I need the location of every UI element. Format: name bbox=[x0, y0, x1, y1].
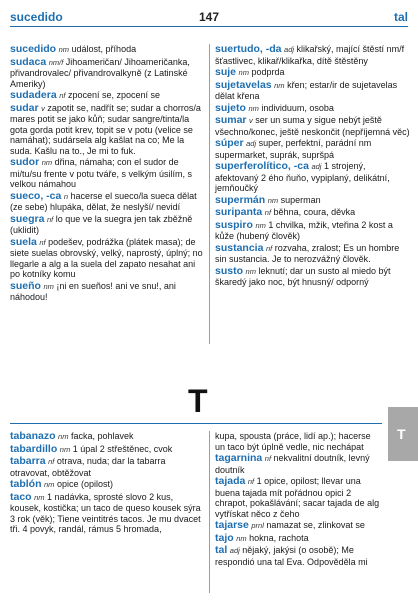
dictionary-entry bbox=[215, 195, 411, 207]
dictionary-entry bbox=[215, 476, 381, 519]
dictionary-entry bbox=[215, 520, 381, 532]
entry-grammar: nm bbox=[274, 80, 285, 90]
entry-text: super, perfektní, parádní nm supermarket, suprák, supršpá bbox=[215, 138, 372, 160]
entry-grammar: nf bbox=[59, 91, 66, 100]
dictionary-entry bbox=[215, 243, 411, 265]
entry-text: běhna, coura, děvka bbox=[271, 207, 356, 217]
entry-text: 1 nadávka, sprosté slovo 2 kus, kousek, kostička; un taco de queso kousek sýra 3 rok (věk); Tiene veintitrés tacos. Je mu dvacet tři. 4 povyk, randál, rámus 5 hromada, bbox=[10, 491, 201, 534]
entry-grammar: nm bbox=[34, 492, 45, 502]
entry-text: Jihoameričan/ Jihoameričanka, přivandrovalec/ přivandrovalkyně (z Latinské Ameriky) bbox=[10, 56, 190, 89]
left-guide-word: sucedido bbox=[10, 10, 63, 24]
entry-text: rozvaha, zralost; Es un hombre sin sustancia. Je to nerozvážný člověk. bbox=[215, 242, 400, 264]
entry-text: leknutí; dar un susto al miedo být škaredý jako noc, být hnusný/ odporný bbox=[215, 265, 391, 287]
entry-grammar: nm bbox=[245, 266, 256, 276]
entry-grammar: nm bbox=[236, 533, 247, 543]
running-header bbox=[10, 10, 408, 24]
entry-text: namazat se, zlinkovat se bbox=[263, 520, 365, 530]
entry-grammar: nm bbox=[58, 432, 69, 441]
entry-headword: superferolítico, -ca bbox=[215, 160, 309, 172]
entry-text: facka, pohlavek bbox=[68, 431, 134, 441]
entry-text: 1 chvilka, mžik, vteřina 2 kost a kůže (hubený člověk) bbox=[215, 219, 393, 241]
entry-headword: suertudo, -da bbox=[215, 43, 282, 55]
entry-text: superman bbox=[278, 194, 321, 205]
section-letter: T bbox=[188, 383, 208, 419]
entry-grammar: nf bbox=[264, 208, 272, 217]
entry-text: 1 strojený, afektovaný 2 ého ňuňo, vypiplaný, delikátní, jemňoučký bbox=[215, 161, 390, 193]
entry-grammar: nm bbox=[58, 45, 70, 54]
entry-text: kupa, spousta (práce, lidí ap.); hacerse un taco být úplně vedle, nic nechápat bbox=[215, 431, 371, 452]
entry-text: hokna, rachota bbox=[246, 532, 309, 543]
entry-grammar: adj bbox=[311, 162, 322, 171]
dictionary-entry bbox=[10, 90, 206, 102]
entries-left-bottom bbox=[10, 431, 206, 536]
entry-headword: sudar bbox=[10, 101, 39, 114]
dictionary-entry bbox=[10, 237, 206, 280]
entry-text: otrava, nuda; dar la tabarra otravovat, obtěžovat bbox=[10, 456, 166, 478]
dictionary-entry bbox=[215, 67, 411, 79]
entry-grammar: nf bbox=[265, 243, 273, 253]
entry-headword: sucedido bbox=[10, 43, 57, 55]
thumb-index-tab bbox=[388, 407, 418, 461]
entry-text: individuum, osoba bbox=[258, 102, 334, 113]
entry-grammar: nf bbox=[39, 237, 46, 247]
dictionary-entry bbox=[10, 44, 206, 56]
dictionary-entry bbox=[215, 453, 381, 475]
entry-text: podprda bbox=[248, 67, 285, 77]
entry-grammar: nm bbox=[44, 480, 55, 489]
entry-grammar: nf bbox=[46, 214, 54, 224]
entry-headword: tajo bbox=[215, 531, 234, 544]
dictionary-entry bbox=[10, 479, 206, 491]
dictionary-entry bbox=[10, 214, 206, 236]
entry-text: zapotit se, nadřít se; sudar a chorros/a mares potit se jako kůň; sudar sangre/tinta/la gota gorda potit krev, topit se v potu (velice se namáhat); sudársela alg kašlat na co; Me la suda. Kašlu na to., Je mi to fuk. bbox=[10, 102, 201, 156]
entry-headword: sueco, -ca bbox=[10, 189, 62, 202]
entry-headword: tabarra bbox=[10, 455, 46, 467]
dictionary-entry bbox=[10, 456, 206, 478]
entry-headword: sueño bbox=[10, 279, 41, 292]
dictionary-entry bbox=[10, 157, 206, 190]
entry-grammar: nm bbox=[238, 68, 249, 77]
dictionary-entry bbox=[215, 431, 381, 452]
entry-headword: tablón bbox=[10, 478, 42, 490]
entry-text: lo que ve la suegra jen tak zběžně (uklidit) bbox=[10, 213, 193, 235]
entry-grammar: nm bbox=[255, 220, 266, 230]
entry-text: událost, příhoda bbox=[69, 44, 137, 54]
entry-grammar: prnl bbox=[251, 521, 264, 530]
entry-grammar: v bbox=[249, 116, 253, 125]
entry-text: 1 opice, opilost; llevar una buena tajada mít pořádnou opici 2 chrapot, pokašlávání; sacar tajada de alg vytřískat něco z čeho bbox=[215, 476, 380, 519]
dictionary-entry bbox=[215, 545, 381, 567]
entry-text: dřina, námaha; con el sudor de mi/tu/su frente v potu tváře, s velkým úsilím, s velkou námahou bbox=[10, 157, 193, 189]
entry-headword: sujeto bbox=[215, 101, 246, 114]
entry-headword: tal bbox=[215, 544, 228, 556]
entry-grammar: n bbox=[63, 191, 69, 201]
entries-left-top bbox=[10, 44, 206, 304]
entry-grammar: nm/f bbox=[48, 57, 64, 67]
dictionary-entry bbox=[215, 533, 381, 545]
entry-grammar: adj bbox=[246, 139, 257, 148]
dictionary-entry bbox=[10, 103, 206, 157]
entry-grammar: adj bbox=[284, 45, 295, 54]
entry-headword: súper bbox=[215, 137, 244, 149]
dictionary-entry bbox=[215, 266, 411, 288]
entry-text: nekvalitní doutník, levný doutník bbox=[215, 453, 370, 475]
entry-grammar: nm bbox=[248, 103, 259, 113]
dictionary-entry bbox=[215, 44, 411, 66]
entries-right-top bbox=[215, 44, 411, 289]
entry-headword: tabanazo bbox=[10, 430, 56, 442]
dictionary-entry bbox=[215, 220, 411, 242]
dictionary-entry bbox=[10, 57, 206, 90]
entry-text: ¡ni en sueños! ani ve snu!, ani náhodou! bbox=[10, 280, 176, 302]
entry-text: nějaký, jakýsi (o osobě); Me respondió una tal Eva. Odpověděla mi bbox=[215, 545, 368, 567]
entry-text: hacerse el sueco/la sueca dělat (ze sebe) hlupáka, dělat, že neslyší/ nevidí bbox=[10, 190, 197, 212]
entry-grammar: nf bbox=[48, 457, 55, 466]
entry-headword: sudadera bbox=[10, 89, 57, 101]
entry-grammar: nm bbox=[59, 444, 71, 454]
entry-grammar: v bbox=[41, 103, 45, 113]
dictionary-entry bbox=[215, 80, 411, 102]
entry-headword: sujetavelas bbox=[215, 78, 272, 91]
entry-headword: suripanta bbox=[215, 206, 263, 218]
thumb-index-letter: T bbox=[397, 426, 406, 442]
entry-text: křen; estar/ir de sujetavelas dělat křena bbox=[215, 79, 398, 101]
right-guide-word: tal bbox=[393, 10, 408, 24]
dictionary-entry bbox=[10, 492, 206, 535]
entry-grammar: nf bbox=[264, 454, 272, 463]
entry-headword: sudaca bbox=[10, 55, 47, 68]
dictionary-entry bbox=[10, 444, 206, 456]
entry-text: 1 úpal 2 střeštěnec, cvok bbox=[70, 443, 173, 454]
entry-text: opice (opilost) bbox=[54, 479, 113, 489]
entry-headword: sumar bbox=[215, 114, 247, 126]
entries-right-bottom bbox=[215, 431, 381, 568]
page-number: 147 bbox=[198, 10, 220, 24]
entry-headword: tajarse bbox=[215, 519, 249, 531]
section-rule bbox=[10, 423, 382, 424]
entry-text: ser un suma y sigue nebýt ještě všechno/konec, ještě neskončit (nepříjemná věc) bbox=[215, 115, 410, 137]
header-rule bbox=[10, 26, 408, 27]
entry-grammar: nm bbox=[41, 158, 53, 167]
entry-headword: supermán bbox=[215, 193, 266, 206]
entry-headword: sustancia bbox=[215, 241, 264, 254]
entry-headword: suje bbox=[215, 66, 237, 78]
entry-headword: taco bbox=[10, 490, 32, 503]
column-divider-top bbox=[209, 44, 210, 344]
entry-headword: tabardillo bbox=[10, 442, 58, 455]
entry-text: klikařský, mající štěstí nm/f šťastlivec, klikař/klikařka, dítě štěstěny bbox=[215, 44, 405, 66]
column-divider-bottom bbox=[209, 431, 210, 593]
entry-headword: tagarnina bbox=[215, 452, 263, 464]
dictionary-entry bbox=[10, 281, 206, 303]
dictionary-entry bbox=[215, 138, 411, 160]
entry-headword: sudor bbox=[10, 156, 40, 168]
entry-text: podešev, podrážka (plátek masa); de siete suelas obrovský, velký, naprostý, úplný; no llegarle a alg a la suela del zapato nesahat ani po kotníky komu bbox=[10, 236, 203, 279]
entry-headword: tajada bbox=[215, 475, 246, 487]
entry-headword: suela bbox=[10, 235, 37, 248]
entry-grammar: nm bbox=[267, 195, 279, 205]
entry-grammar: adj bbox=[229, 546, 240, 555]
entry-grammar: nf bbox=[247, 477, 255, 486]
dictionary-entry bbox=[215, 103, 411, 115]
dictionary-entry bbox=[215, 161, 411, 194]
entry-grammar: nm bbox=[43, 281, 54, 291]
dictionary-entry bbox=[10, 431, 206, 443]
dictionary-entry bbox=[215, 207, 411, 219]
dictionary-entry bbox=[10, 191, 206, 213]
entry-headword: suspiro bbox=[215, 218, 253, 231]
dictionary-entry bbox=[215, 115, 411, 137]
entry-headword: susto bbox=[215, 264, 244, 277]
entry-headword: suegra bbox=[10, 212, 45, 225]
entry-text: zpocení se, zpocení se bbox=[65, 90, 161, 100]
